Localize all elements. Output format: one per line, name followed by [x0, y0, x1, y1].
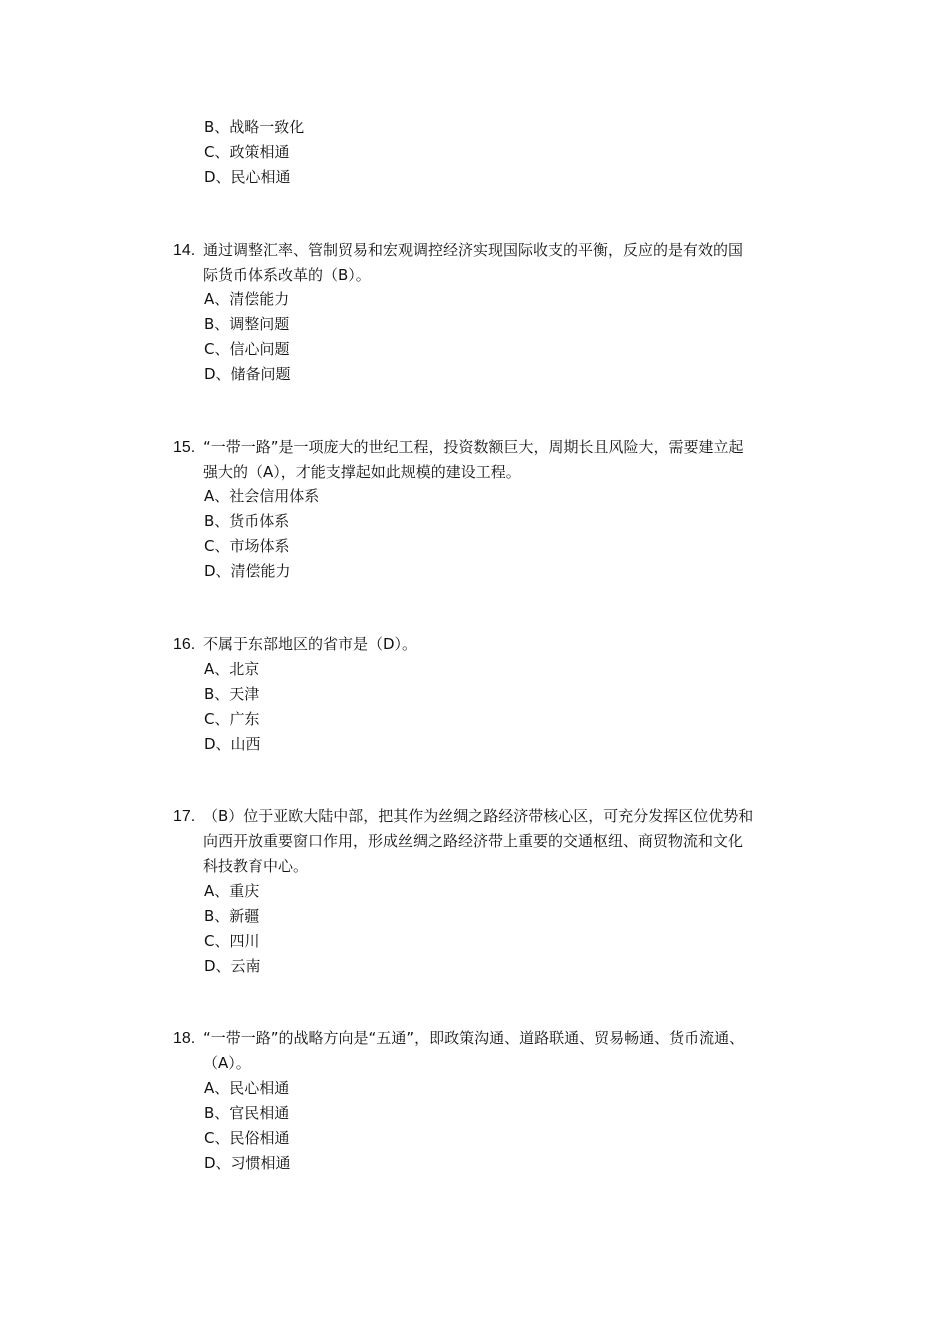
question-text	[203, 632, 809, 657]
option-b: B、战略一致化	[204, 118, 305, 136]
question-text-line: 科技教育中心。	[203, 857, 309, 875]
question-text-line: 向西开放重要窗口作用，形成丝绸之路经济带上重要的交通枢纽、商贸物流和文化	[203, 832, 744, 850]
option-b: B、新疆	[204, 907, 260, 925]
question-text-line: “一带一路”是一项庞大的世纪工程，投资数额巨大，周期长且风险大，需要建立起	[203, 438, 744, 456]
option-a: A、社会信用体系	[204, 487, 320, 505]
option-a: A、重庆	[204, 882, 260, 900]
option-b: B、货币体系	[204, 512, 290, 530]
question-text-line: 通过调整汇率、管制贸易和宏观调控经济实现国际收支的平衡，反应的是有效的国	[203, 241, 744, 259]
question-text-line: 强大的（A），才能支撑起如此规模的建设工程。	[203, 463, 521, 481]
option-a: A、清偿能力	[204, 290, 290, 308]
question-text-line: （A）。	[203, 1054, 251, 1072]
option-d: D、云南	[204, 957, 261, 975]
question-text-line: 际货币体系改革的（B）。	[203, 266, 371, 284]
option-c: C、民俗相通	[204, 1129, 290, 1147]
option-b: B、调整问题	[204, 315, 290, 333]
question-number: 15.	[173, 439, 196, 456]
question-text	[203, 435, 809, 485]
option-a: A、北京	[204, 660, 260, 678]
option-a: A、民心相通	[204, 1079, 290, 1097]
question-number: 18.	[173, 1030, 196, 1047]
option-c: C、政策相通	[204, 143, 290, 161]
option-d: D、习惯相通	[204, 1154, 291, 1172]
question-text	[203, 804, 809, 879]
option-b: B、天津	[204, 685, 260, 703]
question-number: 17.	[173, 808, 196, 825]
question-text	[203, 238, 809, 288]
question-text	[203, 1026, 809, 1076]
option-b: B、官民相通	[204, 1104, 290, 1122]
option-c: C、信心问题	[204, 340, 290, 358]
option-d: D、民心相通	[204, 168, 291, 186]
option-c: C、四川	[204, 932, 260, 950]
option-d: D、山西	[204, 735, 261, 753]
question-number: 16.	[173, 636, 196, 653]
question-text-line: 不属于东部地区的省市是（D）。	[203, 635, 418, 653]
option-d: D、清偿能力	[204, 562, 291, 580]
question-text-line: （B）位于亚欧大陆中部，把其作为丝绸之路经济带核心区，可充分发挥区位优势和	[203, 807, 754, 825]
question-number: 14.	[173, 242, 196, 259]
option-d: D、储备问题	[204, 365, 291, 383]
question-text-line: “一带一路”的战略方向是“五通”，即政策沟通、道路联通、贸易畅通、货币流通、	[203, 1029, 745, 1047]
option-c: C、市场体系	[204, 537, 290, 555]
option-c: C、广东	[204, 710, 260, 728]
